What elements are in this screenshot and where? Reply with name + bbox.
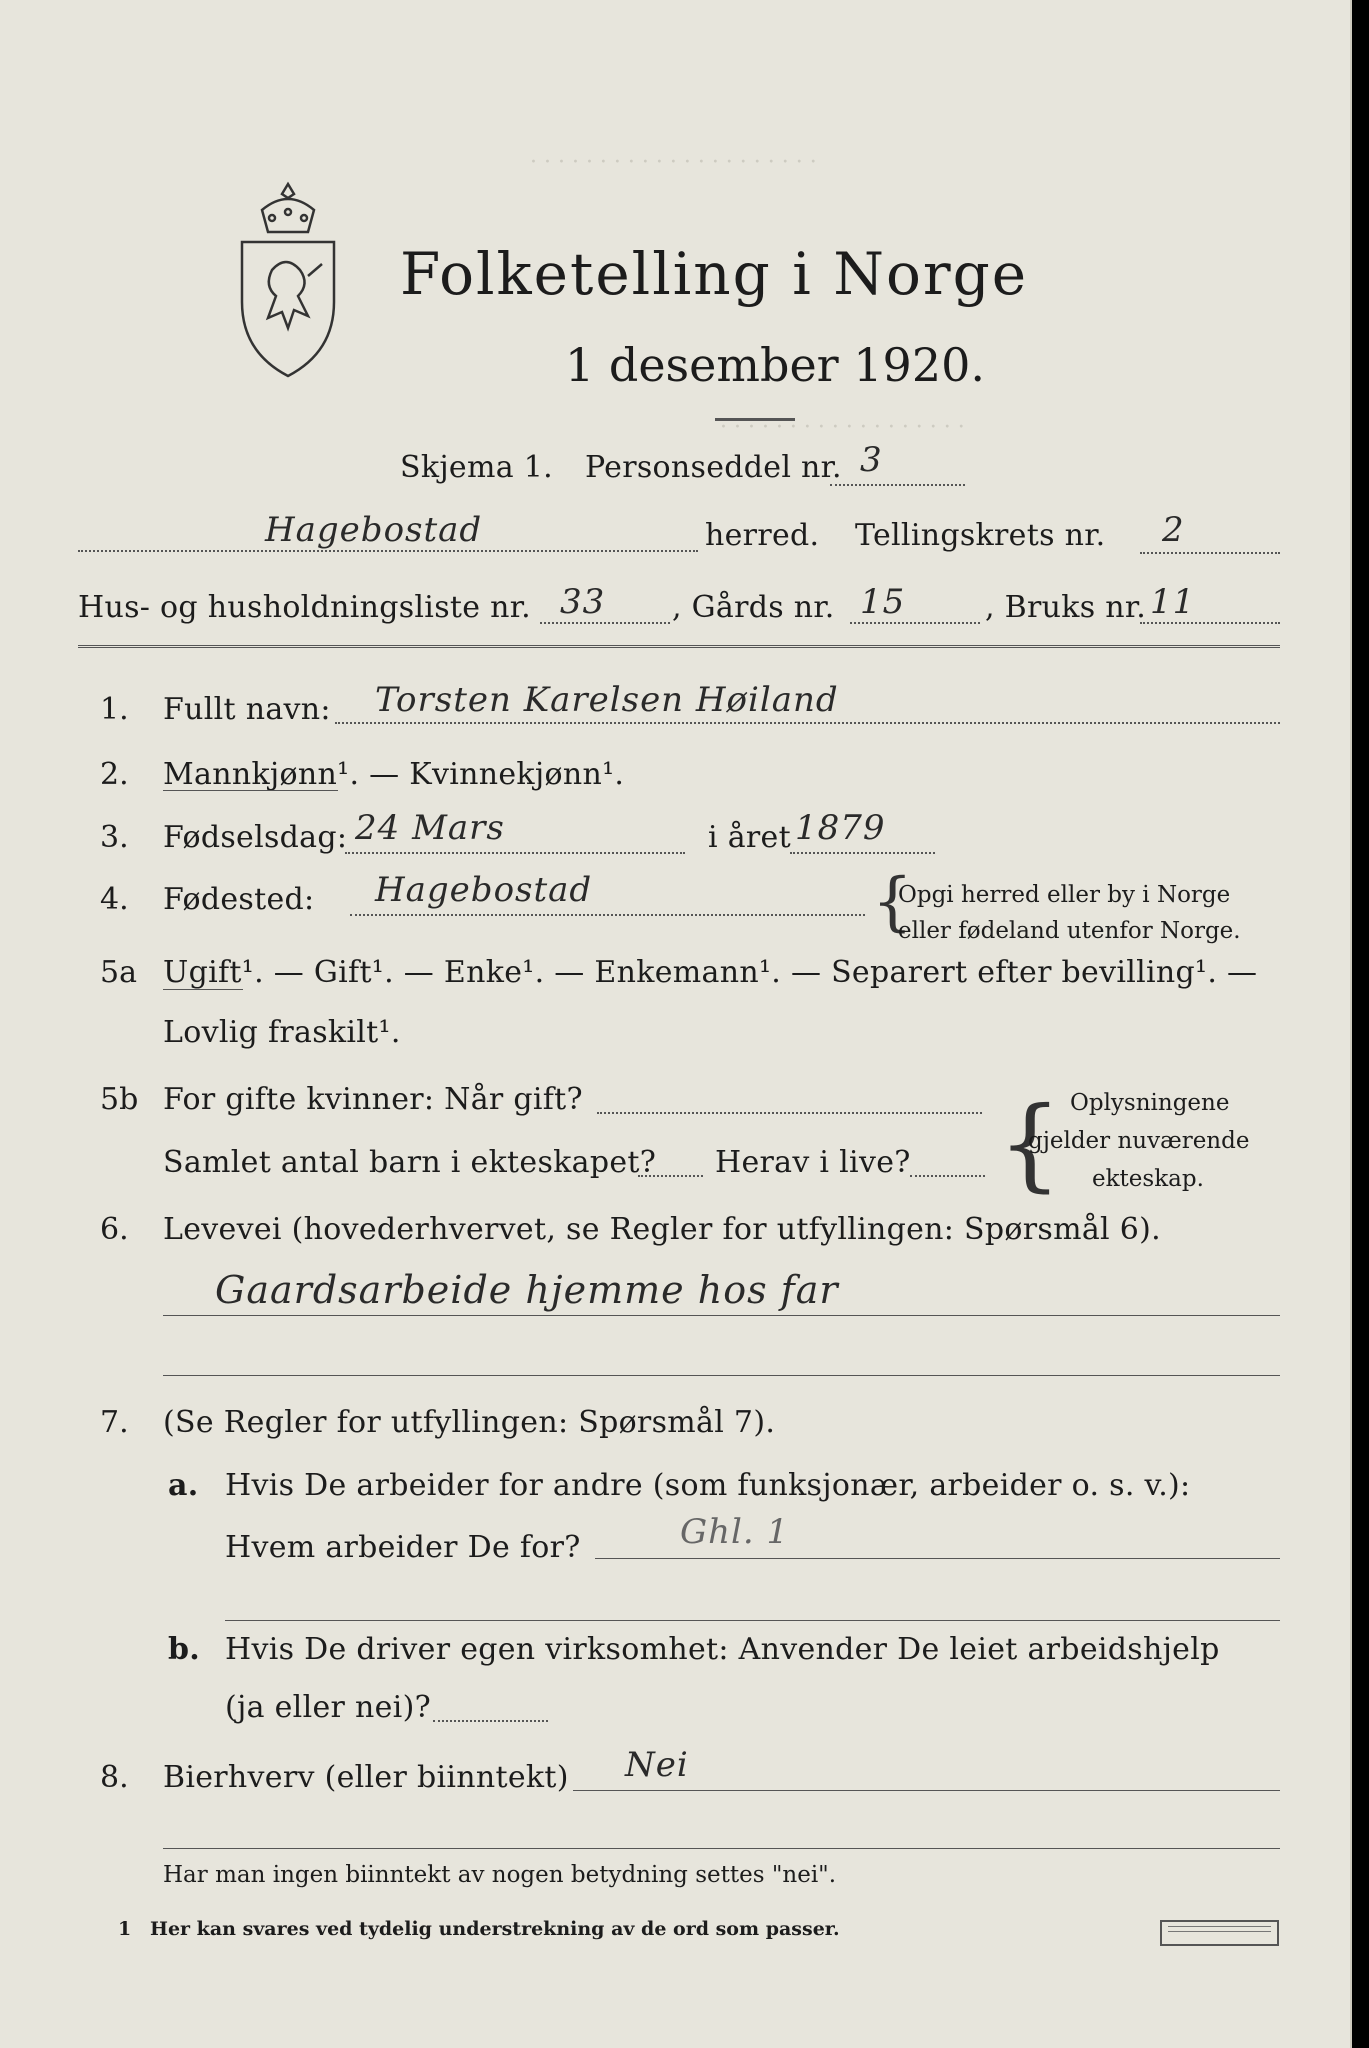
header-rule (78, 645, 1280, 648)
footnote-text: Her kan svares ved tydelig understrekning av de ord som passer. (150, 1918, 840, 1940)
title-divider (715, 418, 795, 421)
q7-label: (Se Regler for utfyllingen: Spørsmål 7). (163, 1405, 776, 1440)
q4-number: 4. (100, 882, 129, 917)
q5a-marital-options[interactable]: Ugift¹. — Gift¹. — Enke¹. — Enkemann¹. — Separert efter bevilling¹. — (163, 955, 1258, 990)
form-date: 1 desember 1920. (565, 338, 985, 392)
q7a-employer-label: Hvem arbeider De for? (225, 1530, 581, 1565)
q3-year-label: i året (708, 820, 791, 855)
bleed-through-text: · · · · · · · · · · · · · · · · · · · · · (530, 150, 817, 175)
q7a-question: Hvis De arbeider for andre (som funksjonær, arbeider o. s. v.): (225, 1468, 1191, 1503)
q4-brace: { (872, 865, 913, 939)
footer-note: Har man ingen biinntekt av nogen betydning settes "nei". (163, 1862, 837, 1888)
q5a-marital-options-line2[interactable]: Lovlig fraskilt¹. (163, 1015, 401, 1050)
q3-year-line (790, 852, 935, 854)
q1-line (335, 722, 1280, 724)
q8-number: 8. (100, 1760, 129, 1795)
q3-number: 3. (100, 820, 129, 855)
q5b-alive-line[interactable] (910, 1175, 985, 1177)
norwegian-coat-of-arms-icon (232, 180, 344, 380)
q7a-extra-line (225, 1620, 1280, 1621)
q4-note-line1: Opgi herred eller by i Norge (898, 882, 1231, 908)
q7b-question: Hvis De driver egen virksomhet: Anvender De leiet arbeidshjelp (225, 1632, 1220, 1667)
q2-mannkjonn-underline (163, 790, 338, 791)
herred-label: herred. (705, 518, 820, 553)
q6-label: Levevei (hovederhvervet, se Regler for utfyllingen: Spørsmål 6). (163, 1212, 1161, 1247)
form-title: Folketelling i Norge (400, 240, 1029, 308)
q6-line-1 (163, 1315, 1280, 1316)
q2-number: 2. (100, 757, 129, 792)
personseddel-value[interactable]: 3 (860, 440, 883, 480)
q5b-number: 5b (100, 1082, 139, 1117)
bleed-through-text: · · · · · · · · · · · · · · · · · · (720, 415, 965, 440)
q3-line (345, 852, 685, 854)
q1-full-name-value[interactable]: Torsten Karelsen Høiland (375, 680, 839, 720)
q8-line (573, 1790, 1280, 1791)
printer-stamp (1160, 1920, 1279, 1946)
bruks-label: , Bruks nr. (985, 590, 1147, 625)
gards-label: , Gårds nr. (672, 590, 835, 625)
q6-line-2 (163, 1375, 1280, 1376)
q5b-alive-label: Herav i live? (715, 1145, 911, 1180)
footnote-mark: 1 (118, 1918, 132, 1940)
q5b-note-line1: Oplysningene (1070, 1090, 1230, 1116)
tellingskrets-line (1140, 552, 1280, 554)
q7b-yes-no-line[interactable] (433, 1720, 548, 1722)
q5b-when-married-line[interactable] (597, 1112, 982, 1114)
gards-line (850, 622, 980, 624)
q5b-brace: { (998, 1085, 1062, 1202)
q7-number: 7. (100, 1405, 129, 1440)
q7a-employer-line (595, 1558, 1280, 1559)
tellingskrets-value[interactable]: 2 (1162, 510, 1185, 550)
q6-number: 6. (100, 1212, 129, 1247)
q3-year-value[interactable]: 1879 (795, 808, 886, 848)
q5b-children-label: Samlet antal barn i ekteskapet? (163, 1145, 657, 1180)
husliste-line (540, 622, 670, 624)
q2-gender-options[interactable]: Mannkjønn¹. — Kvinnekjønn¹. (163, 757, 625, 792)
husliste-label: Hus- og husholdningsliste nr. (78, 590, 531, 625)
tellingskrets-label: Tellingskrets nr. (855, 518, 1106, 553)
herred-line (78, 550, 698, 552)
q7b-letter: b. (168, 1632, 201, 1667)
q7a-employer-value[interactable]: Ghl. 1 (680, 1512, 790, 1552)
q4-line (350, 914, 865, 916)
q1-label: Fullt navn: (163, 692, 331, 727)
q7b-yes-no-label: (ja eller nei)? (225, 1690, 431, 1725)
q7a-letter: a. (168, 1468, 199, 1503)
personseddel-line (830, 484, 965, 486)
q4-birthplace-value[interactable]: Hagebostad (375, 870, 593, 910)
q6-occupation-value[interactable]: Gaardsarbeide hjemme hos far (215, 1268, 839, 1312)
husliste-value[interactable]: 33 (560, 582, 606, 622)
q1-number: 1. (100, 692, 129, 727)
schema-label: Skjema 1. (400, 450, 553, 485)
q5b-when-married-label: For gifte kvinner: Når gift? (163, 1082, 583, 1117)
q4-label: Fødested: (163, 882, 315, 917)
q8-label: Bierhverv (eller biinntekt) (163, 1760, 569, 1795)
personseddel-label: Personseddel nr. (585, 450, 842, 485)
gards-value[interactable]: 15 (860, 582, 906, 622)
q5a-number: 5a (100, 955, 137, 990)
q5a-ugift-underline (163, 989, 243, 990)
q5b-note-line2: gjelder nuværende (1028, 1128, 1250, 1154)
q5b-note-line3: ekteskap. (1092, 1166, 1204, 1192)
q4-note-line2: eller fødeland utenfor Norge. (898, 918, 1241, 944)
q8-side-income-value[interactable]: Nei (625, 1745, 689, 1785)
bruks-line (1140, 622, 1280, 624)
herred-value[interactable]: Hagebostad (265, 510, 483, 550)
q8-extra-line (163, 1848, 1280, 1849)
q3-label: Fødselsdag: (163, 820, 348, 855)
bruks-value[interactable]: 11 (1150, 582, 1196, 622)
q5b-children-line[interactable] (638, 1175, 703, 1177)
q3-birthday-value[interactable]: 24 Mars (355, 808, 505, 848)
